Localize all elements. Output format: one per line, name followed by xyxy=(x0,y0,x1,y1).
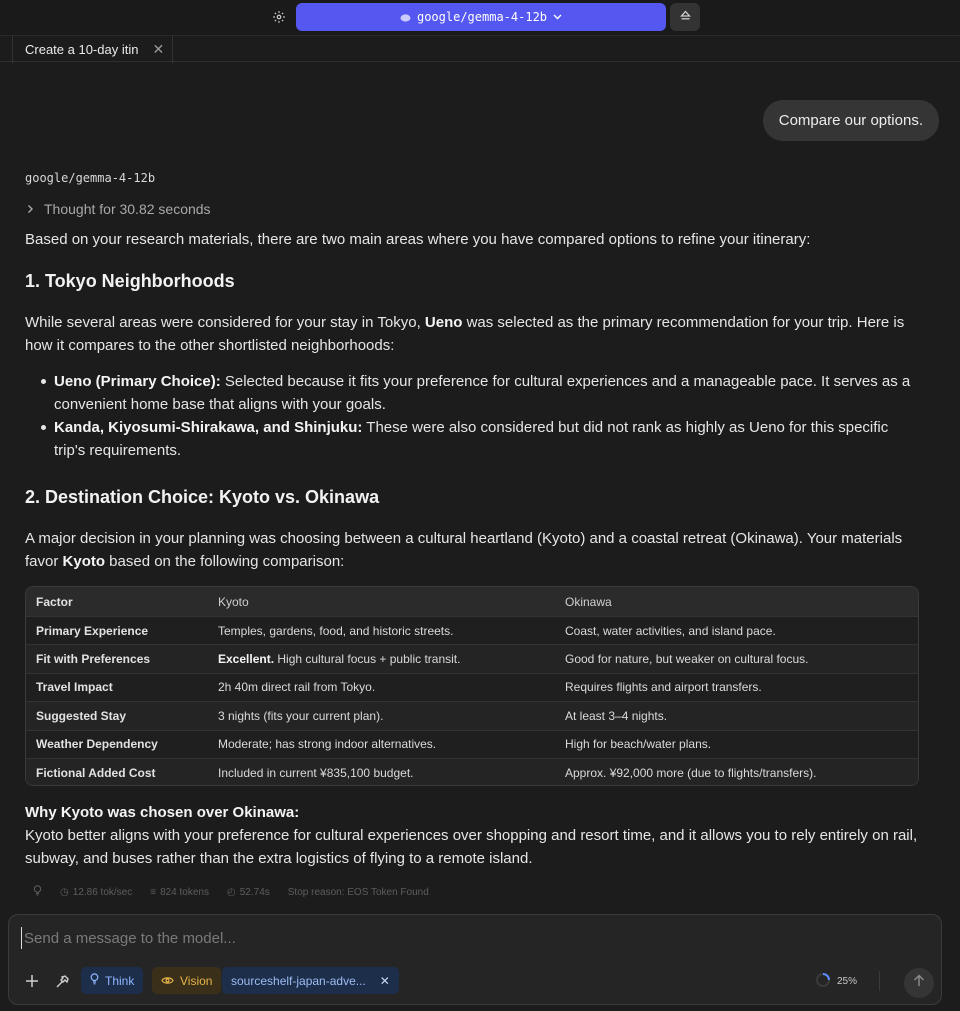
time-stat: ◴ 52.74s xyxy=(227,886,270,898)
speed-stat: ◷ 12.86 tok/sec xyxy=(60,886,133,898)
table-cell: Suggested Stay xyxy=(36,708,127,723)
vision-label: Vision xyxy=(180,973,213,988)
table-cell: Travel Impact xyxy=(36,680,113,695)
table-cell: Requires flights and airport transfers. xyxy=(565,680,762,695)
eye-icon xyxy=(161,974,174,988)
table-header-cell: Kyoto xyxy=(218,594,249,609)
think-toggle[interactable] xyxy=(81,967,143,994)
intro-paragraph: Based on your research materials, there are two main areas where you have compared options to refine your itinerary: xyxy=(25,231,811,248)
table-cell: Coast, water activities, and island pace. xyxy=(565,623,776,638)
table-cell: Weather Dependency xyxy=(36,737,158,752)
lightbulb-icon[interactable] xyxy=(33,885,42,899)
neighborhood-list xyxy=(25,370,920,462)
user-message-bubble xyxy=(763,100,939,141)
why-heading: Why Kyoto was chosen over Okinawa: xyxy=(25,804,300,821)
tab-bar xyxy=(0,35,960,62)
table-cell: 2h 40m direct rail from Tokyo. xyxy=(218,680,376,695)
list-item: Ueno (Primary Choice): Selected because it fits your preference for cultural experiences and a manageable pace. It serves as a convenient home base that aligns with your goals. xyxy=(25,370,920,416)
message-input[interactable] xyxy=(21,927,781,949)
user-message-text: Compare our options. xyxy=(778,112,923,129)
table-row xyxy=(26,701,918,729)
table-cell: Excellent. High cultural focus + public transit. xyxy=(218,652,461,667)
table-row xyxy=(26,616,918,644)
close-icon[interactable]: ✕ xyxy=(379,973,390,988)
message-composer xyxy=(8,914,942,1005)
tab-title: Create a 10-day itin xyxy=(25,42,139,57)
stop-reason: Stop reason: EOS Token Found xyxy=(287,886,429,898)
chevron-right-icon xyxy=(27,201,34,217)
table-cell: At least 3–4 nights. xyxy=(565,708,668,723)
chip-icon xyxy=(400,13,411,22)
table-cell: Good for nature, but weaker on cultural focus. xyxy=(565,652,809,667)
plus-icon[interactable] xyxy=(23,972,41,990)
context-usage-percent: 25% xyxy=(837,976,858,987)
assistant-model-label: google/gemma-4-12b xyxy=(25,171,156,185)
model-selector-button[interactable] xyxy=(296,3,666,31)
chevron-down-icon xyxy=(553,14,562,20)
why-paragraph: Kyoto better aligns with your preference for cultural experiences over shopping and resort time, and it allows you to rely entirely on rail, subway, and buses rather than the extra logistics of flying to a remote island. xyxy=(25,827,918,867)
table-cell: Fictional Added Cost xyxy=(36,765,156,780)
table-cell: Primary Experience xyxy=(36,623,149,638)
hammer-icon[interactable] xyxy=(53,972,71,990)
destination-paragraph: A major decision in your planning was choosing between a cultural heartland (Kyoto) and a coastal retreat (Okinawa). Your materials favor Kyoto based on the following comparison: xyxy=(25,530,903,570)
thought-toggle[interactable] xyxy=(27,200,211,218)
model-name: google/gemma-4-12b xyxy=(416,10,548,24)
gear-icon[interactable] xyxy=(268,6,290,28)
divider xyxy=(879,971,880,991)
tokyo-paragraph: While several areas were considered for your stay in Tokyo, Ueno was selected as the primary recommendation for your trip. Here is how it compares to the other shortlisted neighborhoods: xyxy=(25,314,905,354)
table-row xyxy=(26,673,918,701)
section-heading-tokyo: 1. Tokyo Neighborhoods xyxy=(25,271,235,291)
top-bar xyxy=(0,0,960,35)
table-cell: Fit with Preferences xyxy=(36,652,151,667)
section-heading-destination: 2. Destination Choice: Kyoto vs. Okinawa xyxy=(25,487,380,507)
table-cell: Moderate; has strong indoor alternatives. xyxy=(218,737,437,752)
eject-model-button[interactable] xyxy=(670,3,700,31)
tokens-icon: ≡ xyxy=(150,886,157,898)
source-label: sourceshelf-japan-adve... xyxy=(231,973,366,988)
table-row xyxy=(26,644,918,672)
table-cell: High for beach/water plans. xyxy=(565,737,712,752)
table-header-cell: Okinawa xyxy=(565,594,612,609)
vision-toggle[interactable] xyxy=(152,967,221,994)
close-icon[interactable]: ✕ xyxy=(152,41,165,57)
eject-icon xyxy=(680,8,691,26)
generation-stats xyxy=(33,885,429,899)
send-button[interactable] xyxy=(904,968,934,998)
table-row xyxy=(26,730,918,758)
table-cell: Included in current ¥835,100 budget. xyxy=(218,765,414,780)
table-cell: 3 nights (fits your current plan). xyxy=(218,708,384,723)
table-row xyxy=(26,758,918,786)
table-header-cell: Factor xyxy=(36,594,73,609)
progress-ring-icon xyxy=(815,972,831,991)
source-attachment-chip[interactable] xyxy=(222,967,399,994)
clock-icon: ◴ xyxy=(227,886,236,898)
thought-label: Thought for 30.82 seconds xyxy=(44,201,211,217)
list-item: Kanda, Kiyosumi-Shirakawa, and Shinjuku: These were also considered but did not rank as highly as Ueno for this specific trip's requirements. xyxy=(25,416,920,462)
think-label: Think xyxy=(105,973,135,988)
table-cell: Approx. ¥92,000 more (due to flights/transfers). xyxy=(565,765,817,780)
table-header-row xyxy=(26,587,918,616)
arrow-up-icon xyxy=(913,974,925,992)
lightbulb-icon xyxy=(90,973,99,988)
context-usage-indicator xyxy=(815,972,857,991)
tokens-stat: ≡ 824 tokens xyxy=(150,886,209,898)
comparison-table xyxy=(25,586,919,786)
tab-chat[interactable] xyxy=(12,36,173,63)
gauge-icon: ◷ xyxy=(60,886,69,898)
table-cell: Temples, gardens, food, and historic streets. xyxy=(218,623,454,638)
